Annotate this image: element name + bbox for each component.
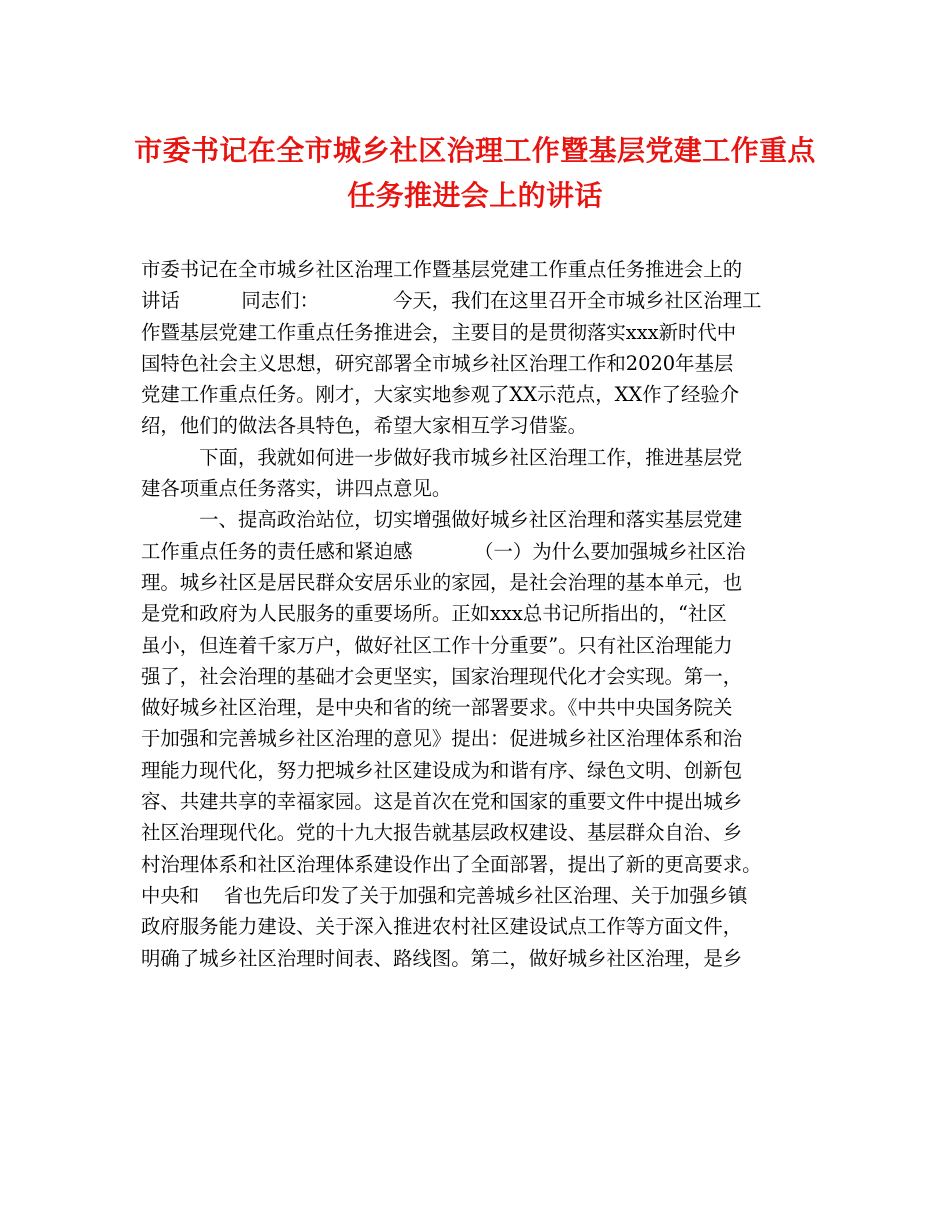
body-line: 明确了城乡社区治理时间表、路线图。第二，做好城乡社区治理，是乡 (141, 946, 743, 970)
document-body (141, 254, 831, 974)
body-line: 讲话 同志们： 今天，我们在这里召开全市城乡社区治理工 (141, 289, 762, 313)
body-line: 作暨基层党建工作重点任务推进会，主要目的是贯彻落实xxx新时代中 (141, 320, 737, 344)
body-line: 村治理体系和社区治理体系建设作出了全面部署，提出了新的更高要求。 (141, 852, 762, 876)
document-title-line: 任务推进会上的讲话 (347, 179, 603, 212)
body-line: 于加强和完善城乡社区治理的意见》提出：促进城乡社区治理体系和治 (141, 727, 743, 751)
body-line: 是党和政府为人民服务的重要场所。正如xxx总书记所指出的，“社区 (141, 602, 727, 626)
body-line: 国特色社会主义思想，研究部署全市城乡社区治理工作和2020年基层 (141, 351, 734, 375)
body-line: 一、提高政治站位，切实增强做好城乡社区治理和落实基层党建 (141, 508, 743, 532)
body-line: 下面，我就如何进一步做好我市城乡社区治理工作，推进基层党 (141, 445, 743, 469)
body-line: 强了，社会治理的基础才会更坚实，国家治理现代化才会实现。第一， (141, 664, 743, 688)
body-line: 绍，他们的做法各具特色，希望大家相互学习借鉴。 (141, 414, 587, 438)
body-line: 理。城乡社区是居民群众安居乐业的家园，是社会治理的基本单元，也 (141, 570, 743, 594)
body-line: 市委书记在全市城乡社区治理工作暨基层党建工作重点任务推进会上的 (141, 258, 743, 281)
body-line: 建各项重点任务落实，讲四点意见。 (141, 477, 452, 501)
body-line: 中央和 省也先后印发了关于加强和完善城乡社区治理、关于加强乡镇 (141, 883, 748, 907)
body-line: 党建工作重点任务。刚才，大家实地参观了XX示范点，XX作了经验介 (141, 383, 740, 407)
document-title-line: 市委书记在全市城乡社区治理工作暨基层党建工作重点 (134, 134, 816, 167)
body-line: 容、共建共享的幸福家园。这是首次在党和国家的重要文件中提出城乡 (141, 790, 743, 814)
body-line: 理能力现代化，努力把城乡社区建设成为和谐有序、绿色文明、创新包 (141, 758, 743, 782)
body-line: 虽小，但连着千家万户，做好社区工作十分重要”。只有社区治理能力 (141, 633, 733, 657)
body-line: 工作重点任务的责任感和紧迫感 （一）为什么要加强城乡社区治 (141, 539, 746, 563)
body-line: 政府服务能力建设、关于深入推进农村社区建设试点工作等方面文件， (141, 915, 743, 939)
body-line: 做好城乡社区治理，是中央和省的统一部署要求。《中共中央国务院关 (141, 696, 733, 720)
body-line: 社区治理现代化。党的十九大报告就基层政权建设、基层群众自治、乡 (141, 821, 743, 845)
